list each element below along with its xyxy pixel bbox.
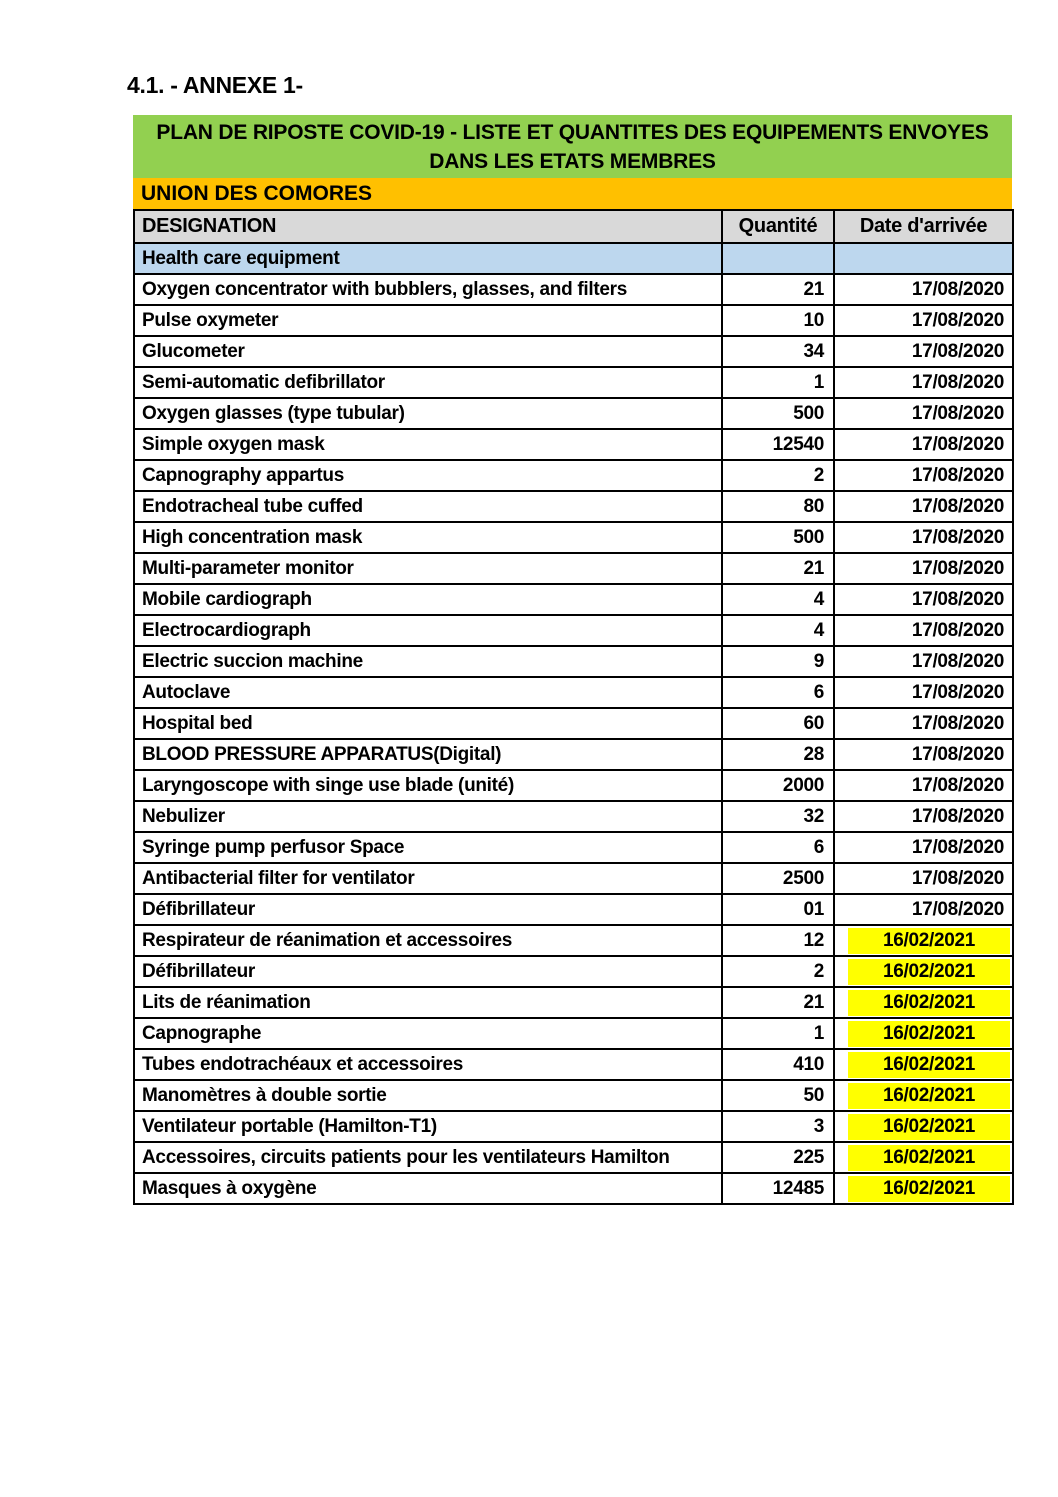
arrival-date: 17/08/2020 (911, 588, 1004, 610)
arrival-date: 17/08/2020 (911, 495, 1004, 517)
table-row (134, 646, 1013, 677)
designation-cell: High concentration mask (134, 522, 722, 553)
designation-cell: Respirateur de réanimation et accessoires (134, 925, 722, 956)
designation-cell: Simple oxygen mask (134, 429, 722, 460)
arrival-date-cell (834, 1173, 1013, 1204)
arrival-date: 17/08/2020 (911, 743, 1004, 765)
arrival-date-cell (834, 522, 1013, 553)
table-body (134, 243, 1013, 1204)
arrival-date: 17/08/2020 (911, 681, 1004, 703)
quantity-cell: 500 (722, 522, 834, 553)
quantity-cell: 10 (722, 305, 834, 336)
arrival-date-cell (834, 677, 1013, 708)
quantity-cell: 3 (722, 1111, 834, 1142)
designation-cell: Hospital bed (134, 708, 722, 739)
arrival-date: 17/08/2020 (911, 898, 1004, 920)
quantity-cell: 28 (722, 739, 834, 770)
designation-cell: Nebulizer (134, 801, 722, 832)
table-row (134, 801, 1013, 832)
designation-cell: Semi-automatic defibrillator (134, 367, 722, 398)
quantity-cell: 50 (722, 1080, 834, 1111)
arrival-date-cell (834, 553, 1013, 584)
arrival-date: 17/08/2020 (911, 867, 1004, 889)
designation-cell: Mobile cardiograph (134, 584, 722, 615)
arrival-date-cell (834, 708, 1013, 739)
arrival-date-cell (834, 1018, 1013, 1049)
table-row (134, 863, 1013, 894)
column-header-quantity: Quantité (722, 210, 834, 243)
table-row (134, 305, 1013, 336)
designation-cell: Lits de réanimation (134, 987, 722, 1018)
designation-cell: Glucometer (134, 336, 722, 367)
arrival-date: 17/08/2020 (911, 650, 1004, 672)
quantity-cell: 2000 (722, 770, 834, 801)
arrival-date: 17/08/2020 (911, 712, 1004, 734)
designation-cell: Pulse oxymeter (134, 305, 722, 336)
arrival-date-cell (834, 646, 1013, 677)
table-row (134, 1018, 1013, 1049)
quantity-cell: 21 (722, 274, 834, 305)
quantity-cell: 34 (722, 336, 834, 367)
quantity-cell: 4 (722, 584, 834, 615)
designation-cell: Défibrillateur (134, 956, 722, 987)
arrival-date: 17/08/2020 (911, 557, 1004, 579)
designation-cell: BLOOD PRESSURE APPARATUS(Digital) (134, 739, 722, 770)
arrival-date: 17/08/2020 (911, 619, 1004, 641)
arrival-date-cell (834, 398, 1013, 429)
arrival-date-cell (834, 801, 1013, 832)
table-row (134, 832, 1013, 863)
quantity-cell: 21 (722, 987, 834, 1018)
arrival-date-highlighted: 16/02/2021 (848, 1145, 1010, 1171)
table-row (134, 336, 1013, 367)
designation-cell: Endotracheal tube cuffed (134, 491, 722, 522)
designation-cell: Electrocardiograph (134, 615, 722, 646)
quantity-cell: 2500 (722, 863, 834, 894)
quantity-cell: 80 (722, 491, 834, 522)
table-row (134, 956, 1013, 987)
table-row (134, 677, 1013, 708)
arrival-date-cell (834, 739, 1013, 770)
equipment-document (133, 115, 1012, 1205)
arrival-date: 17/08/2020 (911, 774, 1004, 796)
quantity-cell: 1 (722, 1018, 834, 1049)
arrival-date-cell (834, 305, 1013, 336)
quantity-cell: 32 (722, 801, 834, 832)
arrival-date-cell (834, 832, 1013, 863)
table-row (134, 987, 1013, 1018)
arrival-date-highlighted: 16/02/2021 (848, 1114, 1010, 1140)
designation-cell: Syringe pump perfusor Space (134, 832, 722, 863)
quantity-cell: 225 (722, 1142, 834, 1173)
arrival-date-cell (834, 770, 1013, 801)
table-row (134, 708, 1013, 739)
quantity-cell: 2 (722, 956, 834, 987)
quantity-cell: 21 (722, 553, 834, 584)
table-row (134, 1080, 1013, 1111)
designation-cell: Capnography appartus (134, 460, 722, 491)
plan-title-line1: PLAN DE RIPOSTE COVID-19 - LISTE ET QUANTITES DES EQUIPEMENTS ENVOYES (156, 120, 989, 144)
arrival-date-cell (834, 956, 1013, 987)
arrival-date-highlighted: 16/02/2021 (848, 928, 1010, 954)
region-bar: UNION DES COMORES (133, 178, 1012, 209)
arrival-date-cell (834, 584, 1013, 615)
arrival-date: 17/08/2020 (911, 340, 1004, 362)
arrival-date-cell (834, 1142, 1013, 1173)
arrival-date: 17/08/2020 (911, 464, 1004, 486)
arrival-date: 17/08/2020 (911, 433, 1004, 455)
table-row (134, 429, 1013, 460)
table-row (134, 1049, 1013, 1080)
designation-cell: Oxygen glasses (type tubular) (134, 398, 722, 429)
table-row (134, 367, 1013, 398)
annex-heading: 4.1. - ANNEXE 1- (127, 72, 303, 98)
quantity-cell: 60 (722, 708, 834, 739)
table-row (134, 522, 1013, 553)
table-row (134, 925, 1013, 956)
quantity-cell: 12485 (722, 1173, 834, 1204)
plan-title-bar (133, 115, 1012, 178)
table-row (134, 398, 1013, 429)
designation-cell: Oxygen concentrator with bubblers, glasses, and filters (134, 274, 722, 305)
arrival-date-cell (834, 367, 1013, 398)
arrival-date-cell (834, 615, 1013, 646)
arrival-date-cell (834, 1049, 1013, 1080)
table-row (134, 1173, 1013, 1204)
table-row (134, 1142, 1013, 1173)
arrival-date-cell (834, 460, 1013, 491)
table-row (134, 553, 1013, 584)
section-empty-quantity (722, 243, 834, 274)
designation-cell: Manomètres à double sortie (134, 1080, 722, 1111)
section-empty-date (834, 243, 1013, 274)
arrival-date-cell (834, 894, 1013, 925)
quantity-cell: 4 (722, 615, 834, 646)
table-row (134, 894, 1013, 925)
designation-cell: Défibrillateur (134, 894, 722, 925)
designation-cell: Ventilateur portable (Hamilton-T1) (134, 1111, 722, 1142)
arrival-date: 17/08/2020 (911, 278, 1004, 300)
quantity-cell: 01 (722, 894, 834, 925)
arrival-date: 17/08/2020 (911, 402, 1004, 424)
quantity-cell: 6 (722, 677, 834, 708)
quantity-cell: 12 (722, 925, 834, 956)
quantity-cell: 6 (722, 832, 834, 863)
arrival-date: 17/08/2020 (911, 526, 1004, 548)
arrival-date-cell (834, 1080, 1013, 1111)
section-row (134, 243, 1013, 274)
section-title: Health care equipment (134, 243, 722, 274)
table-row (134, 274, 1013, 305)
table-row (134, 460, 1013, 491)
arrival-date: 17/08/2020 (911, 371, 1004, 393)
designation-cell: Tubes endotrachéaux et accessoires (134, 1049, 722, 1080)
arrival-date: 17/08/2020 (911, 836, 1004, 858)
arrival-date-highlighted: 16/02/2021 (848, 959, 1010, 985)
arrival-date-highlighted: 16/02/2021 (848, 1083, 1010, 1109)
table-row (134, 615, 1013, 646)
equipment-table (133, 209, 1014, 1205)
table-row (134, 1111, 1013, 1142)
quantity-cell: 500 (722, 398, 834, 429)
designation-cell: Accessoires, circuits patients pour les ventilateurs Hamilton (134, 1142, 722, 1173)
header-row (134, 210, 1013, 243)
arrival-date: 17/08/2020 (911, 309, 1004, 331)
arrival-date: 17/08/2020 (911, 805, 1004, 827)
table-row (134, 584, 1013, 615)
column-header-arrival-date: Date d'arrivée (834, 210, 1013, 243)
arrival-date-cell (834, 863, 1013, 894)
quantity-cell: 410 (722, 1049, 834, 1080)
arrival-date-cell (834, 274, 1013, 305)
designation-cell: Multi-parameter monitor (134, 553, 722, 584)
quantity-cell: 1 (722, 367, 834, 398)
plan-title-line2: DANS LES ETATS MEMBRES (429, 149, 716, 173)
arrival-date-cell (834, 987, 1013, 1018)
arrival-date-highlighted: 16/02/2021 (848, 1021, 1010, 1047)
arrival-date-cell (834, 1111, 1013, 1142)
arrival-date-cell (834, 429, 1013, 460)
arrival-date-highlighted: 16/02/2021 (848, 1176, 1010, 1202)
designation-cell: Laryngoscope with singe use blade (unité) (134, 770, 722, 801)
designation-cell: Autoclave (134, 677, 722, 708)
arrival-date-cell (834, 491, 1013, 522)
designation-cell: Antibacterial filter for ventilator (134, 863, 722, 894)
arrival-date-highlighted: 16/02/2021 (848, 1052, 1010, 1078)
quantity-cell: 12540 (722, 429, 834, 460)
quantity-cell: 2 (722, 460, 834, 491)
table-row (134, 491, 1013, 522)
quantity-cell: 9 (722, 646, 834, 677)
arrival-date-highlighted: 16/02/2021 (848, 990, 1010, 1016)
column-header-designation: DESIGNATION (134, 210, 722, 243)
designation-cell: Electric succion machine (134, 646, 722, 677)
table-row (134, 739, 1013, 770)
arrival-date-cell (834, 336, 1013, 367)
designation-cell: Masques à oxygène (134, 1173, 722, 1204)
designation-cell: Capnographe (134, 1018, 722, 1049)
arrival-date-cell (834, 925, 1013, 956)
table-row (134, 770, 1013, 801)
